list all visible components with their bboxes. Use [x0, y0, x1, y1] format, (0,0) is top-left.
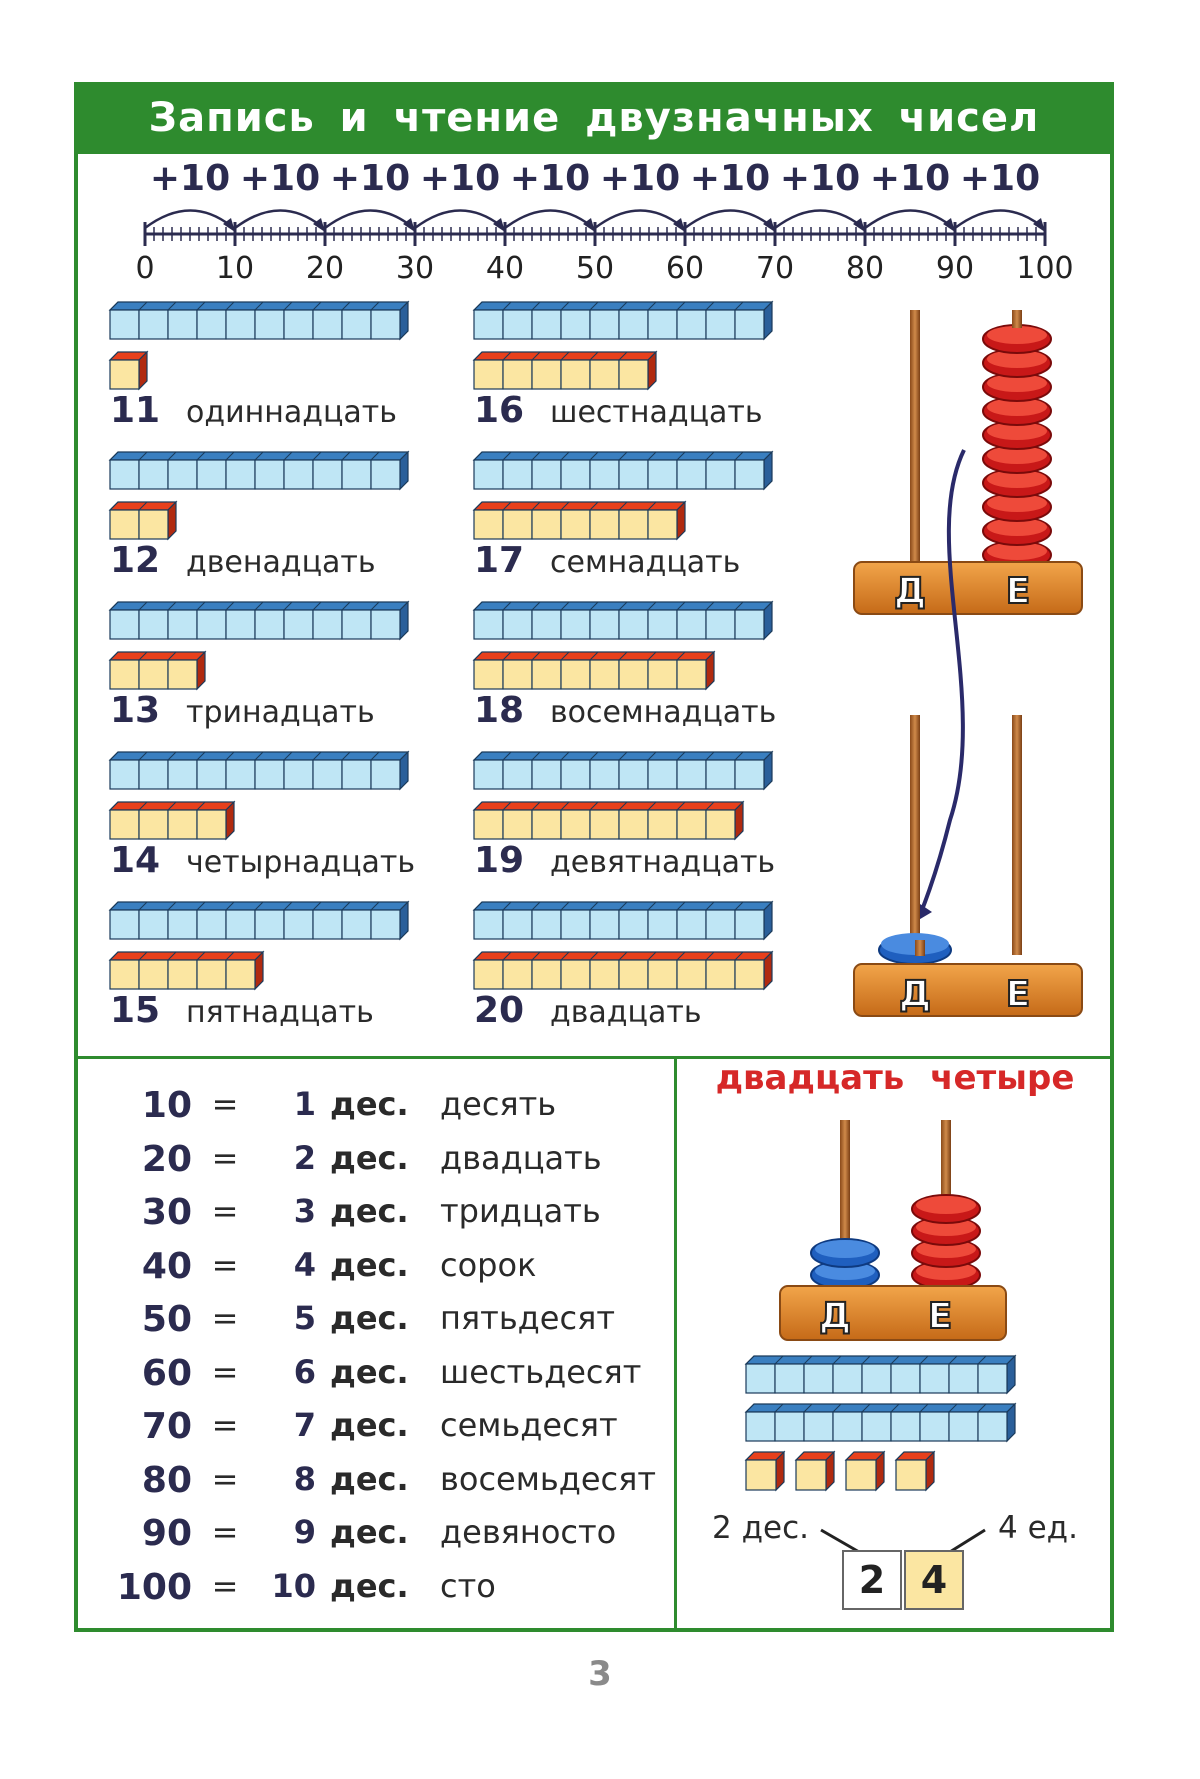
- teen-number: 16: [474, 390, 525, 431]
- tens-word: сто: [440, 1566, 496, 1605]
- page-title: Запись и чтение двузначных чисел: [74, 82, 1114, 154]
- abacus-units-label: Е: [927, 1296, 953, 1337]
- abacus-rod-top: [915, 940, 925, 956]
- tens-number: 90: [141, 1513, 192, 1554]
- tens-row: [100, 1460, 660, 1508]
- teen-number: 20: [474, 990, 525, 1031]
- equals-sign: =: [211, 1085, 239, 1123]
- tens-number: 30: [141, 1192, 192, 1233]
- teen-number: 12: [110, 540, 161, 581]
- teen-word: двенадцать: [186, 545, 376, 580]
- equals-sign: =: [211, 1192, 239, 1230]
- tens-count: 3: [293, 1192, 316, 1230]
- page-number: 3: [588, 1654, 612, 1694]
- jump-arc: [955, 210, 1041, 228]
- tens-unit: дес.: [330, 1245, 409, 1284]
- teen-entry: [474, 840, 775, 884]
- jump-label: +10: [509, 160, 591, 199]
- abacus-units-label: Е: [1005, 974, 1031, 1015]
- teen-word: шестнадцать: [550, 395, 763, 430]
- equals-sign: =: [211, 1566, 239, 1605]
- equals-sign: =: [211, 1352, 239, 1391]
- teen-word: восемнадцать: [550, 695, 777, 730]
- teen-entry: [110, 540, 376, 584]
- jump-arc: [595, 210, 681, 228]
- tens-number: 10: [141, 1085, 192, 1126]
- teen-word: тринадцать: [186, 695, 375, 730]
- jump-arc: [865, 210, 951, 228]
- unit-cubes: [110, 652, 205, 689]
- tens-unit: дес.: [330, 1085, 409, 1123]
- unit-cubes: [474, 652, 714, 689]
- number-line-label: 100: [1016, 251, 1074, 286]
- tens-word: двадцать: [440, 1138, 602, 1177]
- teen-entry: [474, 690, 776, 734]
- example-abacus: [770, 1110, 1030, 1350]
- number-line-label: 60: [665, 251, 705, 286]
- equals-sign: =: [211, 1459, 239, 1498]
- tens-row: [100, 1085, 660, 1133]
- jump-arc: [145, 210, 231, 228]
- number-line-label: 50: [575, 251, 615, 286]
- tens-word: восемьдесят: [440, 1459, 657, 1498]
- jump-label: +10: [959, 160, 1041, 199]
- ten-rod: [110, 602, 408, 639]
- jump-label: +10: [239, 160, 321, 199]
- tens-word: пятьдесят: [440, 1299, 615, 1337]
- tens-row: [100, 1567, 660, 1615]
- tens-row: [100, 1246, 660, 1294]
- tens-row: [100, 1299, 660, 1347]
- ten-rod: [110, 452, 408, 489]
- unit-cube: [746, 1452, 784, 1490]
- jump-arc: [325, 210, 411, 228]
- teen-number: 18: [474, 690, 525, 731]
- jump-label: +10: [329, 160, 411, 199]
- tens-number: 100: [116, 1566, 192, 1608]
- abacus-base: [780, 1286, 1006, 1340]
- tens-unit: дес.: [330, 1566, 409, 1605]
- tens-number: 60: [141, 1352, 192, 1394]
- tens-count: 2: [293, 1138, 316, 1177]
- teen-number: 19: [474, 840, 525, 881]
- ten-rod: [474, 902, 772, 939]
- ten-rod: [474, 452, 772, 489]
- abacus-rod-tens: [910, 310, 920, 570]
- tens-word: шестьдесят: [440, 1352, 642, 1391]
- ten-rod: [110, 302, 408, 339]
- tens-count: 1: [293, 1085, 316, 1123]
- ten-rod: [110, 752, 408, 789]
- equals-sign: =: [211, 1406, 239, 1444]
- unit-cubes: [110, 802, 234, 839]
- unit-cubes: [110, 952, 263, 989]
- abacus-units-label: Е: [1005, 571, 1031, 612]
- tens-word: десять: [440, 1085, 557, 1123]
- equals-sign: =: [211, 1299, 239, 1337]
- tens-count: 8: [293, 1459, 316, 1498]
- jump-arc: [415, 210, 501, 228]
- section-divider-vertical: [674, 1058, 677, 1628]
- unit-cube: [796, 1452, 834, 1490]
- teen-entry: [474, 390, 763, 434]
- tens-number: 50: [141, 1299, 192, 1340]
- unit-cubes: [110, 352, 147, 389]
- teen-number: 14: [110, 840, 161, 881]
- unit-cubes: [474, 952, 772, 989]
- teen-number: 15: [110, 990, 161, 1031]
- units-digit-box: 4: [904, 1550, 964, 1610]
- tens-word: семьдесят: [440, 1406, 618, 1444]
- abacus-illustration: [840, 300, 1100, 1040]
- unit-cubes: [474, 502, 685, 539]
- equals-sign: =: [211, 1513, 239, 1551]
- ten-rod: [474, 302, 772, 339]
- number-line-label: 20: [305, 251, 345, 286]
- jump-label: +10: [689, 160, 771, 199]
- unit-cube: [846, 1452, 884, 1490]
- teen-word: семнадцать: [550, 545, 741, 580]
- tens-unit: дес.: [330, 1138, 409, 1177]
- teen-entry: [110, 990, 374, 1034]
- jump-label: +10: [149, 160, 231, 199]
- example-blocks: [740, 1350, 1040, 1500]
- tens-count: 10: [271, 1566, 316, 1605]
- teen-word: одиннадцать: [186, 395, 397, 430]
- teen-word: четырнадцать: [186, 845, 416, 880]
- teen-word: двадцать: [550, 995, 702, 1030]
- teen-entry: [474, 540, 740, 584]
- tens-row: [100, 1513, 660, 1561]
- unit-cubes: [474, 802, 743, 839]
- equals-sign: =: [211, 1245, 239, 1284]
- tens-unit: дес.: [330, 1406, 409, 1444]
- abacus-rod-units: [1012, 715, 1022, 955]
- jump-arc: [505, 210, 591, 228]
- abacus-beads-units: [983, 312, 1051, 569]
- tens-word: тридцать: [440, 1192, 601, 1230]
- teen-entry: [110, 390, 397, 434]
- jump-label: +10: [419, 160, 501, 199]
- ten-rod: [474, 752, 772, 789]
- teen-number: 17: [474, 540, 525, 581]
- tens-word: девяносто: [440, 1513, 617, 1551]
- unit-cubes: [110, 502, 176, 539]
- tens-number: 20: [141, 1138, 192, 1180]
- teen-word: девятнадцать: [550, 845, 776, 880]
- unit-cube: [896, 1452, 934, 1490]
- tens-unit: дес.: [330, 1513, 409, 1551]
- ten-rod: [746, 1404, 1015, 1441]
- jump-label: +10: [869, 160, 951, 199]
- example-title: двадцать четыре: [715, 1058, 1075, 1098]
- tens-count: 9: [293, 1513, 316, 1551]
- jump-arc: [685, 210, 771, 228]
- teen-number: 13: [110, 690, 161, 731]
- number-line-label: 10: [215, 251, 255, 286]
- tens-count: 7: [293, 1406, 316, 1444]
- tens-row: [100, 1406, 660, 1454]
- equals-sign: =: [211, 1138, 239, 1177]
- tens-number: 80: [141, 1459, 192, 1501]
- example-tens-label: 2 дес.: [712, 1510, 809, 1546]
- tens-unit: дес.: [330, 1352, 409, 1391]
- ten-rod: [110, 902, 408, 939]
- teen-entry: [474, 990, 702, 1034]
- number-line-label: 40: [485, 251, 525, 286]
- jump-label: +10: [599, 160, 681, 199]
- tens-word: сорок: [440, 1245, 537, 1284]
- abacus-tens-label: Д: [893, 571, 927, 612]
- tens-number: 40: [141, 1245, 192, 1287]
- tens-unit: дес.: [330, 1459, 409, 1498]
- number-line-label: 0: [135, 251, 155, 286]
- ten-rod: [746, 1356, 1015, 1393]
- tens-unit: дес.: [330, 1299, 409, 1337]
- tens-row: [100, 1353, 660, 1401]
- abacus-tens-label: Д: [898, 974, 932, 1015]
- number-line: [120, 160, 1080, 290]
- unit-cubes: [474, 352, 656, 389]
- teen-entry: [110, 840, 415, 884]
- example-units-label: 4 ед.: [998, 1510, 1078, 1546]
- tens-count: 6: [293, 1352, 316, 1391]
- number-line-label: 30: [395, 251, 435, 286]
- jump-label: +10: [779, 160, 861, 199]
- tens-number: 70: [141, 1406, 192, 1447]
- number-line-label: 90: [935, 251, 975, 286]
- tens-row: [100, 1192, 660, 1240]
- jump-arc: [235, 210, 321, 228]
- tens-row: [100, 1139, 660, 1187]
- tens-count: 4: [293, 1245, 316, 1284]
- teen-entry: [110, 690, 375, 734]
- tens-count: 5: [293, 1299, 316, 1337]
- abacus-rod-tens: [910, 715, 920, 955]
- jump-arc: [775, 210, 861, 228]
- teen-number: 11: [110, 390, 161, 431]
- tens-unit: дес.: [330, 1192, 409, 1230]
- teen-word: пятнадцать: [186, 995, 374, 1030]
- number-line-label: 80: [845, 251, 885, 286]
- abacus-tens-label: Д: [818, 1296, 852, 1337]
- ten-rod: [474, 602, 772, 639]
- transfer-arrow: [920, 450, 964, 915]
- tens-digit-box: 2: [842, 1550, 902, 1610]
- abacus-base: [854, 964, 1082, 1016]
- abacus-base: [854, 562, 1082, 614]
- number-line-label: 70: [755, 251, 795, 286]
